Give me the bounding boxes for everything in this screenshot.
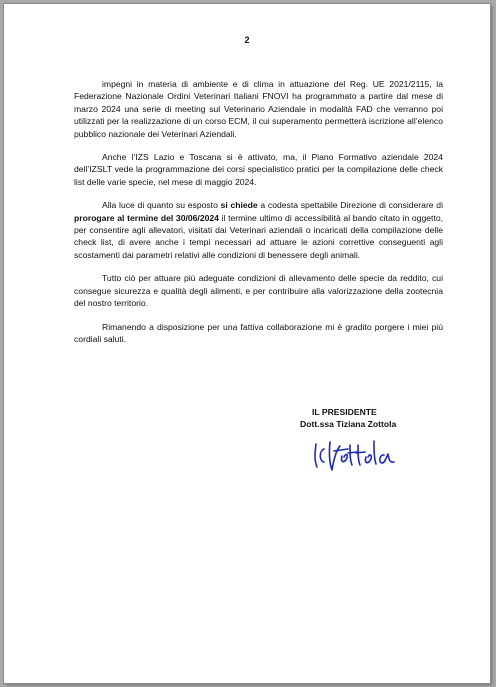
signer-title: IL PRESIDENTE: [312, 407, 377, 417]
paragraph-text: Anche l’IZS Lazio e Toscana si è attivato, ma, il Piano Formativo aziendale 2024 dell’IZSLT vede la programmazione dei corsi specialistico pratici per la compilazione delle check list delle varie specie, nel mese di maggio 2024.: [74, 152, 443, 187]
paragraph-text: impegni in materia di ambiente e di clima in attuazione del Reg. UE 2021/2115, la Federazione Nazionale Ordini Veterinari Italiani FNOVI ha programmato a partire dal mese di marzo 2024 una serie di meeting sul Veterinario Aziendale in modalità FAD che verranno poi utilizzati per la realizzazione di un corso ECM, il cui superamento permetterà iscrizione all’elenco pubblico nazionale dei Veterinari Aziendali.: [74, 79, 443, 139]
page-number: 2: [244, 35, 250, 45]
emphasized-text: prorogare al termine del 30/06/2024: [74, 212, 219, 223]
emphasized-text: si chiede: [220, 200, 258, 211]
letter-body: [74, 78, 443, 356]
body-paragraph: [74, 321, 443, 346]
paragraph-text: Alla luce di quanto su esposto: [102, 200, 221, 211]
body-paragraph: [74, 151, 443, 188]
document-page: [4, 4, 490, 683]
paragraph-text: Tutto ciò per attuare più adeguate condizioni di allevamento delle specie da reddito, cui consegue sicurezza e qualità degli alimenti, e per contribuire alla valorizzazione della zootecnia del nostro territorio.: [74, 273, 443, 309]
signer-name: Dott.ssa Tiziana Zottola: [300, 419, 397, 430]
paragraph-text: Rimanendo a disposizione per una fattiva collaborazione mi è gradito porgere i miei più cordiali saluti.: [74, 321, 443, 344]
handwritten-signature: [310, 436, 400, 476]
signature-block: [300, 406, 396, 431]
body-paragraph: [74, 199, 443, 261]
body-paragraph: [74, 78, 443, 140]
paragraph-text: a codesta spettabile Direzione di considerare di: [257, 200, 444, 211]
body-paragraph: [74, 272, 443, 309]
paragraph-text: il termine ultimo di accessibilità al bando citato in oggetto, per consentire agli allevatori, visitati dai Veterinari aziendali o incaricati della compilazione delle check list, di avere anche i tempi necessari ad attuare le azioni correttive conseguenti agli scostamenti dai parametri relativi alle condizioni di benessere degli animali.: [74, 212, 443, 260]
